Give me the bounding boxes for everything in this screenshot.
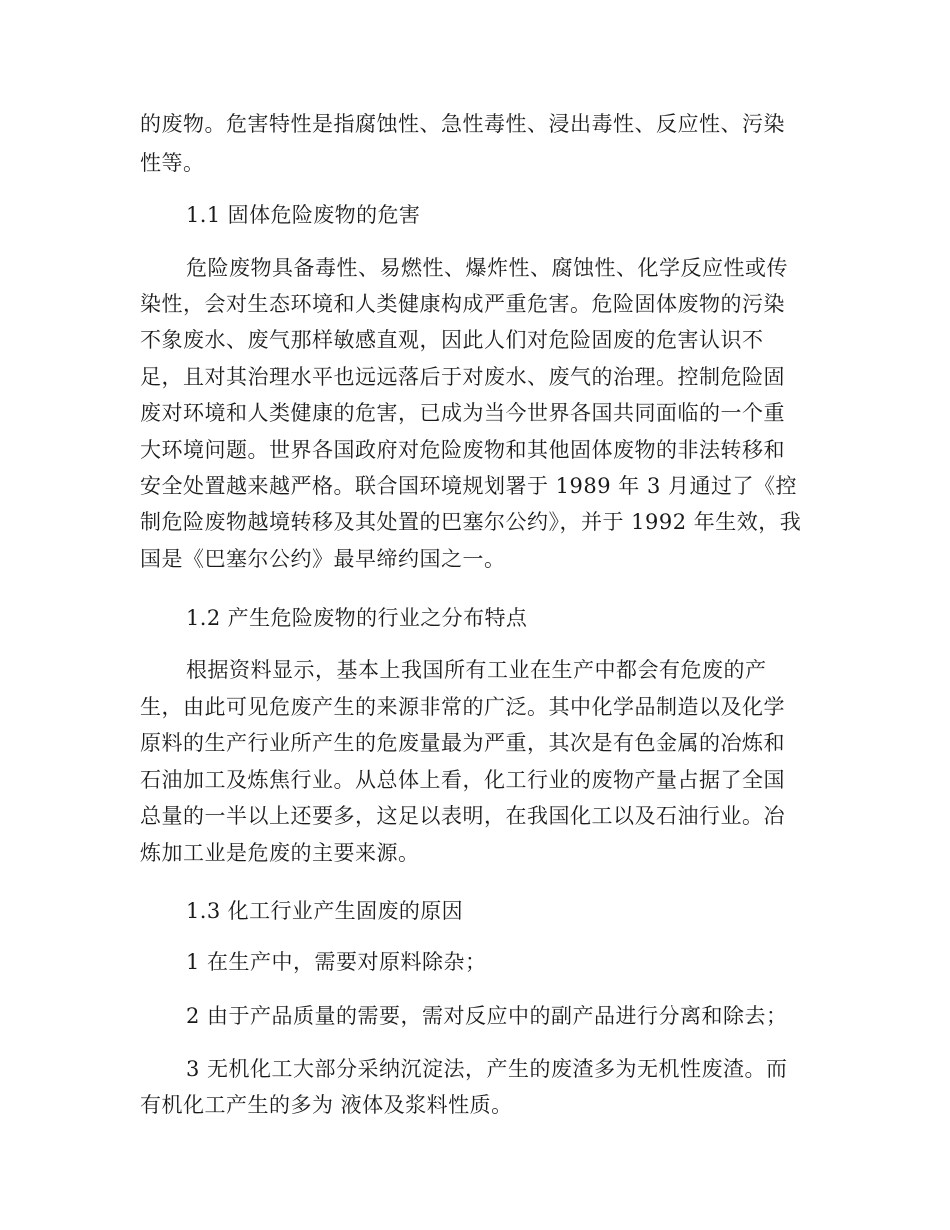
section-1-1-line-3: 不象废水、废气那样敏感直观，因此人们对危险固废的危害认识不: [140, 328, 764, 352]
section-1-1-heading: 1.1 固体危险废物的危害: [186, 203, 421, 227]
section-1-2-line-1: 根据资料显示，基本上我国所有工业在生产中都会有危废的产: [186, 658, 767, 682]
intro-line-1: 的废物。危害特性是指腐蚀性、急性毒性、浸出毒性、反应性、污染: [140, 112, 785, 136]
section-1-1-line-7: 安全处置越来越严格。联合国环境规划署于 1989 年 3 月通过了《控: [140, 474, 798, 498]
section-1-3-heading: 1.3 化工行业产生固废的原因: [186, 899, 464, 923]
section-1-2-line-3: 原料的生产行业所产生的危废量最为严重，其次是有色金属的冶炼和: [140, 731, 785, 755]
section-1-2-heading: 1.2 产生危险废物的行业之分布特点: [186, 606, 528, 630]
section-1-3-item-1: 1 在生产中，需要对原料除杂；: [186, 950, 487, 974]
section-1-2-line-4: 石油加工及炼焦行业。从总体上看，化工行业的废物产量占据了全国: [140, 768, 785, 792]
section-1-1-line-6: 大环境问题。世界各国政府对危险废物和其他固体废物的非法转移和: [140, 438, 785, 462]
section-1-1-line-1: 危险废物具备毒性、易燃性、爆炸性、腐蚀性、化学反应性或传: [186, 256, 788, 280]
section-1-2-line-2: 生，由此可见危废产生的来源非常的广泛。其中化学品制造以及化学: [140, 695, 785, 719]
section-1-2-line-6: 炼加工业是危废的主要来源。: [140, 841, 420, 865]
intro-line-2: 性等。: [140, 151, 205, 175]
section-1-2-line-5: 总量的一半以上还要多，这足以表明，在我国化工以及石油行业。冶: [140, 804, 785, 828]
section-1-1-line-4: 足，且对其治理水平也远远落后于对废水、废气的治理。控制危险固: [140, 365, 785, 389]
section-1-3-item-3: 3 无机化工大部分采纳沉淀法，产生的废渣多为无机性废渣。而: [186, 1057, 788, 1081]
section-1-3-continuation: 有机化工产生的多为 液体及浆料性质。: [140, 1093, 513, 1117]
section-1-1-line-8: 制危险废物越境转移及其处置的巴塞尔公约》，并于 1992 年生效，我: [140, 510, 802, 534]
section-1-1-line-9: 国是《巴塞尔公约》最早缔约国之一。: [140, 547, 506, 571]
section-1-1-line-2: 染性，会对生态环境和人类健康构成严重危害。危险固体废物的污染: [140, 292, 785, 316]
section-1-3-item-2: 2 由于产品质量的需要，需对反应中的副产品进行分离和除去；: [186, 1004, 788, 1028]
section-1-1-line-5: 废对环境和人类健康的危害，已成为当今世界各国共同面临的一个重: [140, 401, 785, 425]
